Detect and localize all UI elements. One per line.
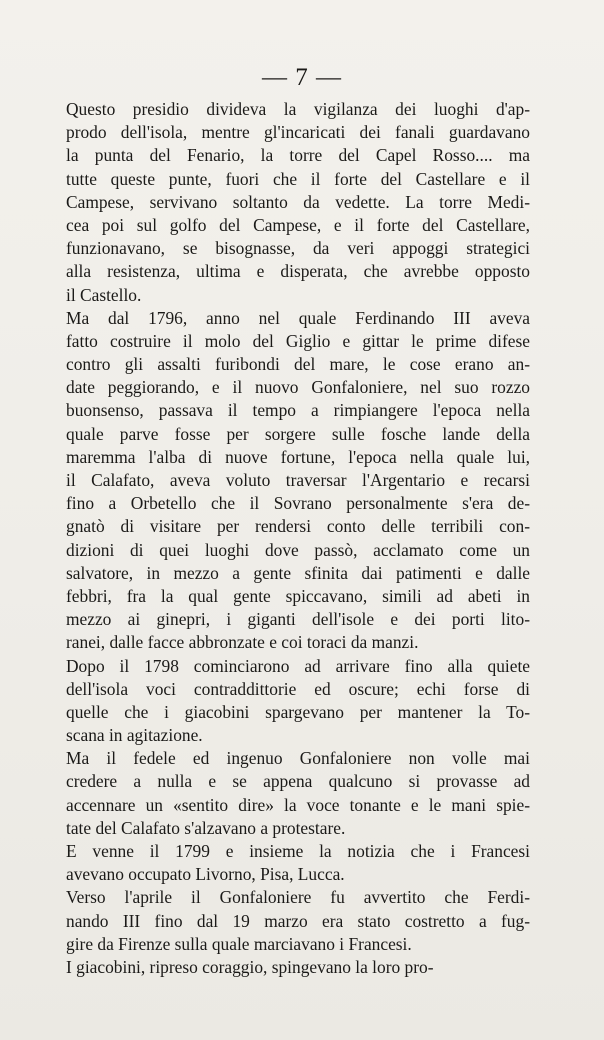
- paragraph: [66, 886, 530, 956]
- page-number: — 7 —: [262, 64, 342, 91]
- paragraph: [66, 956, 530, 979]
- paragraph: [66, 840, 530, 886]
- text-line: quale parve fosse per sorgere sulle fosche lande della: [66, 423, 530, 444]
- text-line: Ma dal 1796, anno nel quale Ferdinando III aveva: [66, 307, 530, 328]
- text-line: il Calafato, aveva voluto traversar l'Argentario e recarsi: [66, 470, 530, 490]
- text-line: accennare un «sentito dire» la voce tonante e le mani spie-: [66, 794, 530, 815]
- text-line: maremma l'alba di nuove fortune, l'epoca nella quale lui,: [66, 446, 530, 467]
- text-line: funzionavano, se bisognasse, da veri appoggi strategici: [66, 238, 530, 259]
- text-line: E venne il 1799 e insieme la notizia che i Francesi: [66, 841, 530, 861]
- text-line: alla resistenza, ultima e disperata, che avrebbe opposto: [66, 261, 530, 282]
- paragraph: [66, 307, 530, 655]
- text-line: nando III fino dal 19 marzo era stato costretto a fug-: [66, 910, 530, 931]
- text-line: ranei, dalle facce abbronzate e coi toraci da manzi.: [66, 632, 419, 653]
- text-line: Verso l'aprile il Gonfaloniere fu avvertito che Ferdi-: [66, 887, 530, 908]
- text-line: gnatò di visitare per rendersi conto delle terribili con-: [66, 516, 530, 537]
- text-line: avevano occupato Livorno, Pisa, Lucca.: [66, 864, 345, 885]
- text-line: prodo dell'isola, mentre gl'incaricati dei fanali guardavano: [66, 122, 530, 143]
- text-line: scana in agitazione.: [66, 725, 203, 746]
- text-line: gire da Firenze sulla quale marciavano i Francesi.: [66, 933, 412, 954]
- text-line: il Castello.: [66, 284, 142, 305]
- text-line: Ma il fedele ed ingenuo Gonfaloniere non volle mai: [66, 748, 530, 769]
- text-line: credere a nulla e se appena qualcuno si provasse ad: [66, 771, 530, 792]
- text-line: fatto costruire il molo del Giglio e gittar le prime difese: [66, 330, 530, 351]
- text-line: cea poi sul golfo del Campese, e il forte del Castellare,: [66, 214, 530, 235]
- text-line: date peggiorando, e il nuovo Gonfaloniere, nel suo rozzo: [66, 377, 530, 398]
- text-line: dell'isola voci contraddittorie ed oscure; echi forse di: [66, 678, 530, 699]
- text-line: I giacobini, ripreso coraggio, spingevano la loro pro-: [66, 956, 434, 977]
- paragraph: [66, 747, 530, 840]
- paragraph: [66, 655, 530, 748]
- text-line: mezzo ai ginepri, i giganti dell'isole e dei porti lito-: [66, 609, 530, 630]
- body-text: [66, 98, 530, 979]
- text-line: tutte queste punte, fuori che il forte del Castellare e il: [66, 168, 530, 189]
- text-line: Questo presidio divideva la vigilanza dei luoghi d'ap-: [66, 99, 530, 119]
- text-line: Campese, servivano soltanto da vedette. La torre Medi-: [66, 191, 530, 212]
- text-line: contro gli assalti furibondi del mare, le cose erano an-: [66, 354, 530, 375]
- text-line: la punta del Fenario, la torre del Capel Rosso.... ma: [66, 145, 530, 166]
- text-line: Dopo il 1798 cominciarono ad arrivare fino alla quiete: [66, 655, 530, 676]
- text-line: tate del Calafato s'alzavano a protestare.: [66, 817, 346, 838]
- text-line: quelle che i giacobini spargevano per mantener la To-: [66, 701, 530, 722]
- text-line: fino a Orbetello che il Sovrano personalmente s'era de-: [66, 493, 530, 514]
- text-line: salvatore, in mezzo a gente sfinita dai patimenti e dalle: [66, 562, 530, 583]
- text-line: febbri, fra la qual gente spiccavano, simili ad abeti in: [66, 585, 530, 606]
- paragraph: [66, 98, 530, 307]
- text-line: dizioni di quei luoghi dove passò, acclamato come un: [66, 539, 530, 560]
- text-line: buonsenso, passava il tempo a rimpiangere l'epoca nella: [66, 400, 530, 421]
